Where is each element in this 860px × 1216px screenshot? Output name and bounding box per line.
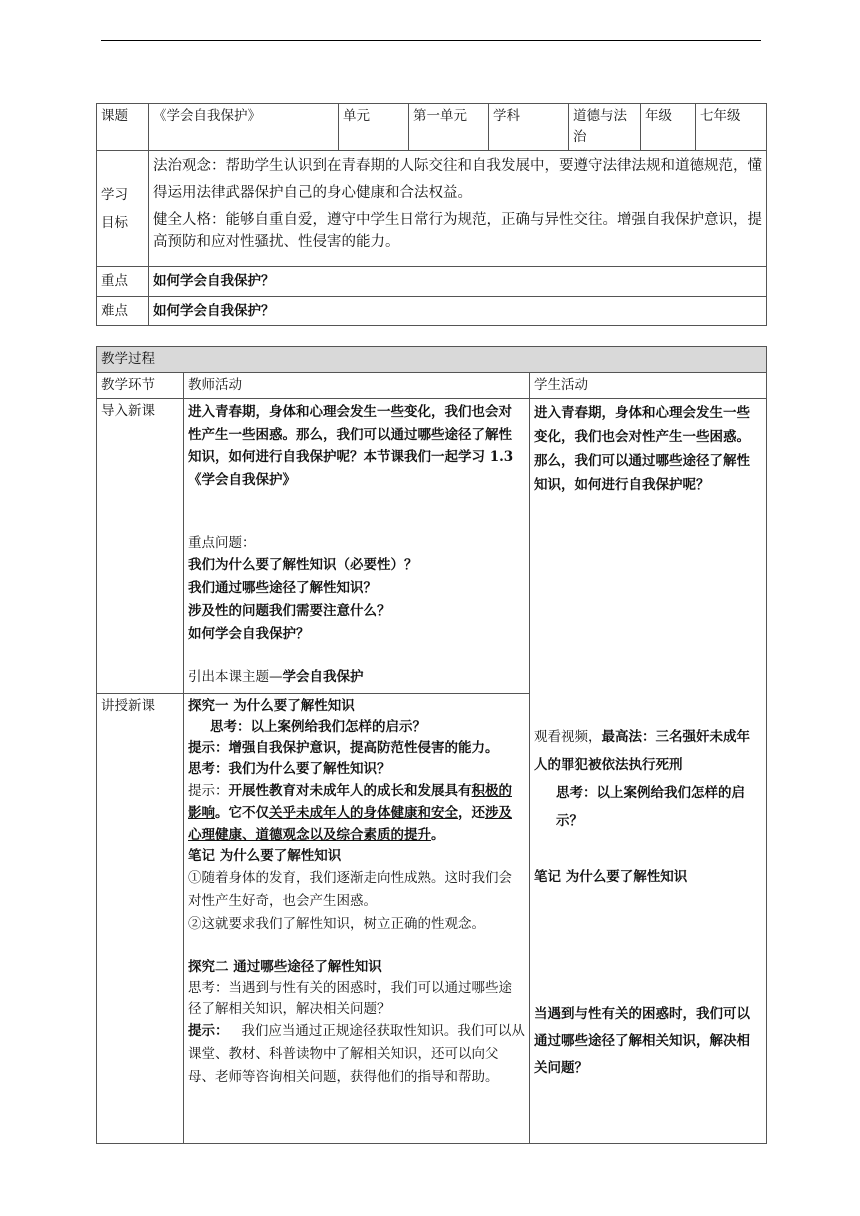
explore-1-title: 探究一 为什么要了解性知识 (188, 698, 355, 714)
teacher-intro (184, 399, 530, 694)
key-question-2: 我们通过哪些途径了解性知识？ (188, 580, 377, 596)
col-header-teacher: 教师活动 (184, 373, 530, 399)
lead-topic (188, 667, 525, 688)
student-activities (530, 399, 767, 1144)
hint-2-prefix: 提示： (188, 783, 229, 799)
goal-personality: 健全人格：能够自重自爱，遵守中学生日常行为规范，正确与异性交往。增强自我保护意识，提高预防和应对性骚扰、性侵害的能力。 (153, 212, 762, 250)
student-intro: 进入青春期，身体和心理会发生一些变化，我们也会对性产生一些困惑。那么，我们可以通过哪些途径了解性知识，如何进行自我保护呢？ (534, 405, 750, 493)
goals-content (149, 151, 767, 267)
note-title: 笔记 为什么要了解性知识 (188, 848, 342, 864)
student-think: 思考：以上案例给我们怎样的启示？ (556, 785, 745, 829)
hint-3 (188, 1020, 525, 1089)
hint-2-part-a: 开展性教育对未成年人的成长和发展具有 (228, 783, 472, 799)
process-title: 教学过程 (97, 347, 767, 373)
think-1: 思考：以上案例给我们怎样的启示？ (210, 719, 426, 735)
hint-2-underline-2: 关乎未成年人的身体健康和安全 (269, 805, 458, 821)
think-3: 思考：当遇到与性有关的困惑时，我们可以通过哪些途径了解相关知识，解决相关问题？ (188, 980, 512, 1017)
hint-2 (188, 780, 525, 846)
goals-label-line-2: 目标 (101, 214, 128, 231)
video-title: 最高法：三名强奸未成年人的罪犯被依法执行死刑 (534, 729, 750, 773)
hint-3-label: 提示： (188, 1023, 229, 1039)
key-question-3: 涉及性的问题我们需要注意什么？ (188, 603, 391, 619)
grade-value: 七年级 (696, 104, 767, 151)
note-point-2: ②这就要求我们了解性知识，树立正确的性观念。 (188, 916, 485, 932)
key-questions-label: 重点问题： (188, 535, 256, 551)
stage-new-lesson: 讲授新课 (97, 694, 184, 1144)
teaching-process-table (96, 346, 767, 1144)
col-header-stage: 教学环节 (97, 373, 184, 399)
unit-label: 单元 (339, 104, 409, 151)
student-note: 笔记 为什么要了解性知识 (534, 869, 688, 885)
col-header-student: 学生活动 (530, 373, 767, 399)
difficulty-value: 如何学会自我保护？ (149, 297, 767, 326)
think-2: 思考：我们为什么要了解性知识？ (188, 761, 391, 777)
hint-2-part-e: ，还 (458, 805, 485, 821)
key-point-label: 重点 (97, 267, 149, 297)
goal-rule-of-law: 法治观念：帮助学生认识到在青春期的人际交往和自我发展中，要遵守法律法规和道德规范，懂得运用法律武器保护自己的身心健康和合法权益。 (153, 158, 762, 201)
subject-value: 道德与法治 (569, 104, 641, 151)
course-info-table (96, 103, 767, 326)
teacher-new-lesson (184, 694, 530, 1144)
lead-topic-prefix: 引出本课主题— (188, 669, 283, 685)
note-point-1: ①随着身体的发育，我们逐渐走向性成熟。这时我们会对性产生好奇，也会产生困惑。 (188, 870, 512, 909)
key-question-4: 如何学会自我保护？ (188, 626, 310, 642)
key-question-1: 我们为什么要了解性知识（必要性）？ (188, 557, 418, 573)
hint-2-part-c: 。它不仅 (215, 805, 269, 821)
key-point-value: 如何学会自我保护？ (149, 267, 767, 297)
intro-text: 进入青春期，身体和心理会发生一些变化，我们也会对性产生一些困惑。那么，我们可以通过哪些途径了解性知识，如何进行自我保护呢？本节课我们一起学习 1.3《学会自我保护》 (188, 404, 514, 488)
goals-label (97, 151, 149, 267)
hint-2-underline-1: 积极的影响 (188, 783, 512, 821)
explore-2-title: 探究二 通过哪些途径了解性知识 (188, 959, 382, 975)
hint-2-underline-3: 涉及心理健康、道德观念以及综合素质的提升 (188, 805, 512, 843)
subject-label: 学科 (489, 104, 569, 151)
student-question: 当遇到与性有关的困惑时，我们可以通过哪些途径了解相关知识，解决相关问题？ (534, 1006, 750, 1076)
difficulty-label: 难点 (97, 297, 149, 326)
header-rule (101, 40, 761, 41)
topic-label: 课题 (97, 104, 149, 151)
video-prefix: 观看视频， (534, 729, 602, 745)
goals-label-line-1: 学习 (101, 186, 128, 203)
topic-value: 《学会自我保护》 (149, 104, 339, 151)
student-video (534, 723, 762, 779)
grade-label: 年级 (641, 104, 696, 151)
hint-3-text: 我们应当通过正规途径获取性知识。我们可以从课堂、教材、科普读物中了解相关知识，还可以向父母、老师等咨询相关问题，获得他们的指导和帮助。 (188, 1023, 525, 1085)
hint-1: 提示：增强自我保护意识，提高防范性侵害的能力。 (188, 740, 499, 756)
stage-intro: 导入新课 (97, 399, 184, 694)
unit-value: 第一单元 (409, 104, 489, 151)
lead-topic-title: 学会自我保护 (282, 669, 364, 685)
hint-2-part-g: 。 (431, 827, 445, 843)
